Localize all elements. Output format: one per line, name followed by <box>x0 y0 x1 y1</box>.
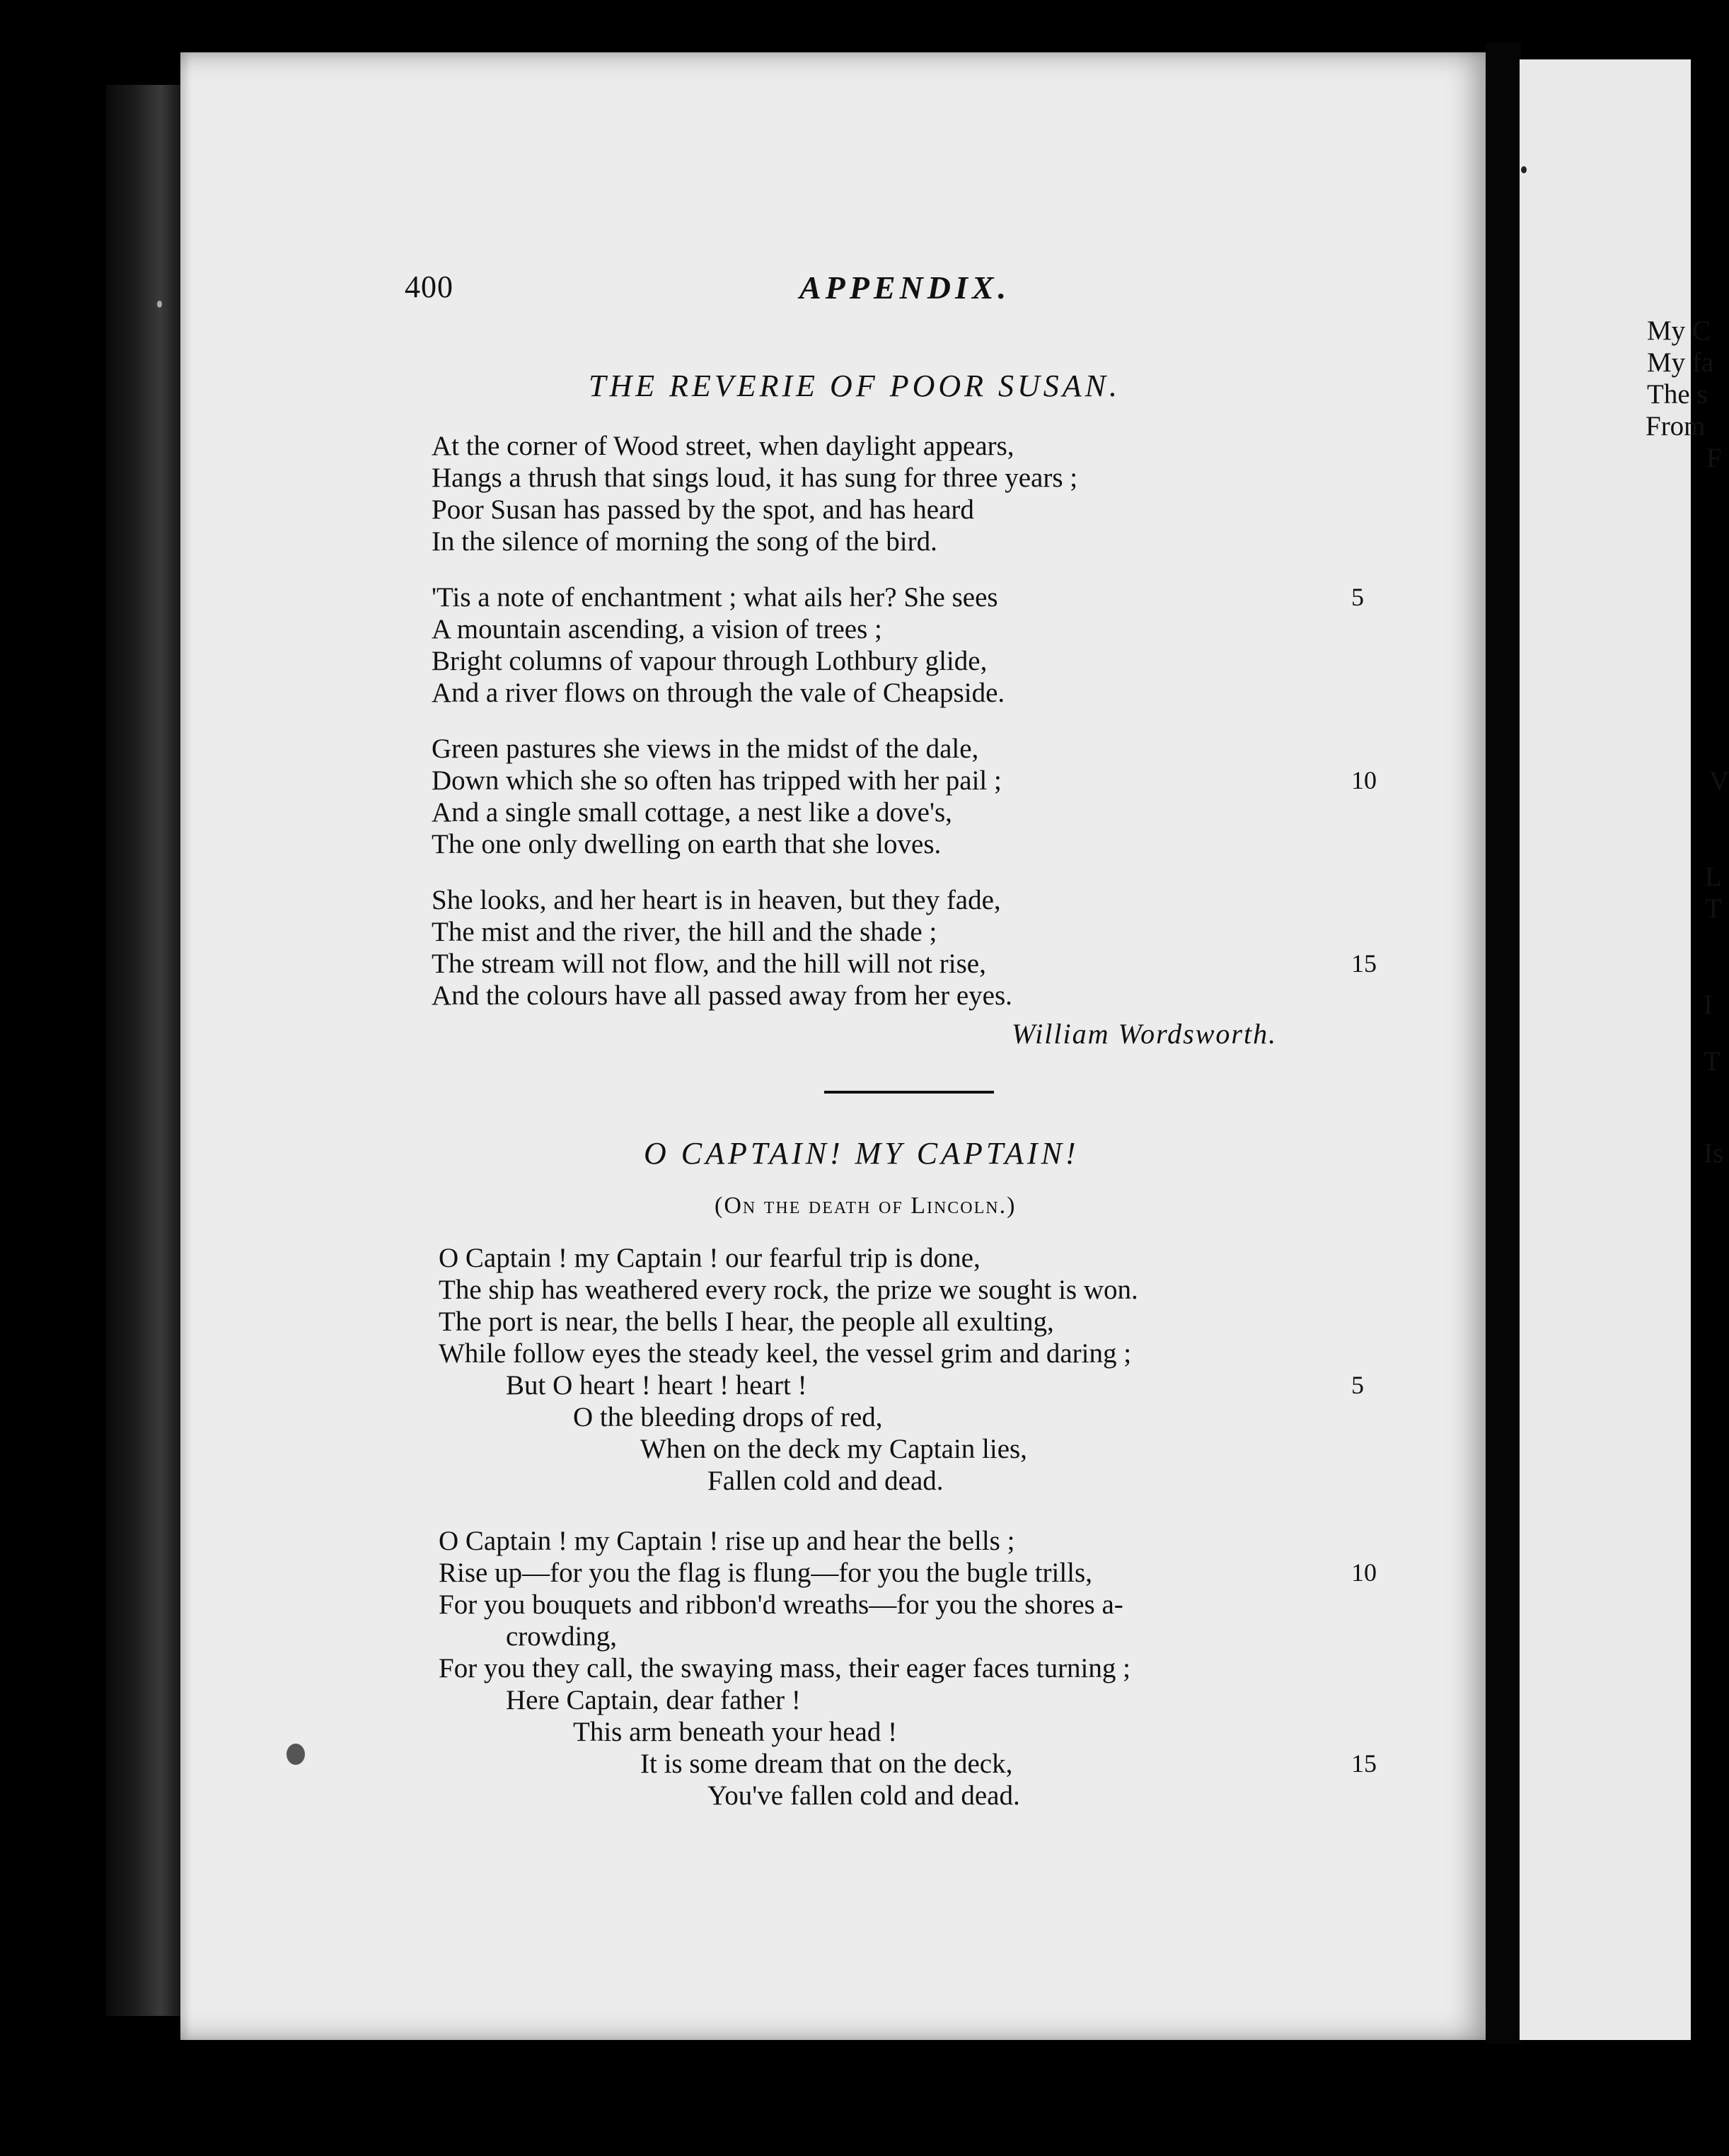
poem-line-text: She looks, and her heart is in heaven, but they fade, <box>432 885 1001 915</box>
poem-line-text: It is some dream that on the deck, <box>640 1749 1013 1779</box>
right-page-fragment: L <box>1705 862 1722 892</box>
right-page-fragment: I <box>1704 990 1713 1020</box>
stanza <box>432 884 1408 1012</box>
poem-line <box>439 1780 1415 1812</box>
poem-line-text: But O heart ! heart ! heart ! <box>506 1370 807 1401</box>
poem-line-text: Green pastures she views in the midst of the dale, <box>432 734 979 764</box>
poem-line <box>439 1338 1415 1369</box>
line-number: 10 <box>1351 766 1377 794</box>
poem-line <box>432 613 1408 645</box>
poem-line-text: Bright columns of vapour through Lothbury glide, <box>432 646 988 676</box>
poem-line <box>439 1748 1415 1780</box>
poem-line <box>432 733 1408 765</box>
poem-line-text: Here Captain, dear father ! <box>506 1685 801 1715</box>
scan-speck <box>1521 166 1527 173</box>
right-page-fragment: From <box>1646 411 1706 441</box>
poem-line <box>432 526 1408 557</box>
poem-line-text: And a river flows on through the vale of Cheapside. <box>432 678 1005 708</box>
stanza <box>439 1242 1415 1497</box>
stanza <box>432 733 1408 860</box>
poem-line-text: Fallen cold and dead. <box>707 1466 944 1496</box>
poem-line-text: For you bouquets and ribbon'd wreaths—for you the shores a- <box>439 1589 1123 1620</box>
poem-line-text: For you they call, the swaying mass, their eager faces turning ; <box>439 1653 1130 1683</box>
right-page-fragment: T <box>1705 893 1722 924</box>
poem-line <box>432 916 1408 948</box>
poem-line-text: The ship has weathered every rock, the prize we sought is won. <box>439 1275 1138 1305</box>
poem-line-text: The mist and the river, the hill and the shade ; <box>432 917 937 947</box>
poem-author: William Wordsworth. <box>1012 1018 1278 1050</box>
poem-line-text: Poor Susan has passed by the spot, and has heard <box>432 494 974 525</box>
poem-line <box>439 1621 1415 1652</box>
poem-line-text: crowding, <box>506 1621 618 1652</box>
poem-line <box>432 430 1408 462</box>
poem-line <box>439 1465 1415 1497</box>
right-page-fragment: The s <box>1647 379 1708 410</box>
poem-line-text: While follow eyes the steady keel, the vessel grim and daring ; <box>439 1338 1132 1369</box>
poem-line <box>432 462 1408 494</box>
poem-line <box>432 828 1408 860</box>
poem-line <box>439 1306 1415 1338</box>
poem-line-text: You've fallen cold and dead. <box>707 1780 1020 1811</box>
poem-line-text: When on the deck my Captain lies, <box>640 1434 1027 1464</box>
poem-line <box>439 1369 1415 1401</box>
line-number: 15 <box>1351 1749 1377 1778</box>
poem-line-text: 'Tis a note of enchantment ; what ails her? She sees <box>432 582 998 613</box>
poem-line-text: And the colours have all passed away from her eyes. <box>432 980 1012 1011</box>
right-page-fragment: V <box>1709 766 1729 796</box>
poem-line-text: O Captain ! my Captain ! rise up and hear the bells ; <box>439 1526 1015 1556</box>
poem-line-text: Hangs a thrush that sings loud, it has sung for three years ; <box>432 463 1078 493</box>
poem-line <box>432 948 1408 980</box>
poem-line <box>439 1589 1415 1621</box>
section-divider <box>824 1091 994 1094</box>
poem-line-text: This arm beneath your head ! <box>573 1717 898 1747</box>
poem-line-text: Rise up—for you the flag is flung—for you the bugle trills, <box>439 1558 1092 1588</box>
line-number: 10 <box>1351 1558 1377 1587</box>
poem-line <box>432 884 1408 916</box>
poem-line <box>432 677 1408 709</box>
right-page-fragment: T <box>1704 1046 1721 1077</box>
poem-line-text: O the bleeding drops of red, <box>573 1402 883 1432</box>
poem-subtitle: (On the death of Lincoln.) <box>715 1193 1017 1219</box>
poem-line <box>432 581 1408 613</box>
poem-line-text: O Captain ! my Captain ! our fearful trip is done, <box>439 1243 981 1273</box>
running-head-title: APPENDIX. <box>799 270 1011 306</box>
poem-line <box>439 1274 1415 1306</box>
running-head <box>396 269 1401 311</box>
line-number: 5 <box>1351 583 1364 611</box>
poem-line <box>432 494 1408 526</box>
page-number: 400 <box>405 270 453 304</box>
poem-line <box>439 1525 1415 1557</box>
book-page-edges <box>106 85 184 2016</box>
poem-title: THE REVERIE OF POOR SUSAN. <box>589 369 1121 403</box>
poem-line-text: A mountain ascending, a vision of trees ; <box>432 614 882 644</box>
poem-line <box>439 1716 1415 1748</box>
book-gutter <box>1486 42 1521 2044</box>
poem-line-text: Down which she so often has tripped with her pail ; <box>432 765 1002 796</box>
poem-line <box>439 1652 1415 1684</box>
right-page-fragment: F <box>1706 443 1722 473</box>
poem-line <box>432 980 1408 1012</box>
stanza <box>432 581 1408 709</box>
poem-line <box>439 1433 1415 1465</box>
poem-line <box>439 1401 1415 1433</box>
poem-line <box>439 1242 1415 1274</box>
line-number: 5 <box>1351 1371 1364 1399</box>
poem-title: O CAPTAIN! MY CAPTAIN! <box>644 1136 1080 1171</box>
poem-line <box>432 645 1408 677</box>
stanza <box>439 1525 1415 1812</box>
poem-line-text: The port is near, the bells I hear, the people all exulting, <box>439 1306 1054 1337</box>
right-page-fragment: My fa <box>1647 347 1714 378</box>
stanza <box>432 430 1408 557</box>
scan-speck <box>287 1744 305 1765</box>
poem-line <box>439 1684 1415 1716</box>
line-number: 15 <box>1351 949 1377 978</box>
right-page-fragment: Is <box>1704 1138 1724 1169</box>
poem-line <box>439 1557 1415 1589</box>
poem-line-text: And a single small cottage, a nest like a dove's, <box>432 797 952 828</box>
poem-line-text: In the silence of morning the song of the bird. <box>432 526 937 557</box>
right-page-fragment: My C <box>1647 315 1711 346</box>
poem-line <box>432 796 1408 828</box>
poem-line-text: At the corner of Wood street, when daylight appears, <box>432 431 1014 461</box>
scan-speck <box>157 301 162 308</box>
poem-line <box>432 765 1408 796</box>
poem-line-text: The one only dwelling on earth that she loves. <box>432 829 942 859</box>
poem-line-text: The stream will not flow, and the hill will not rise, <box>432 949 986 979</box>
